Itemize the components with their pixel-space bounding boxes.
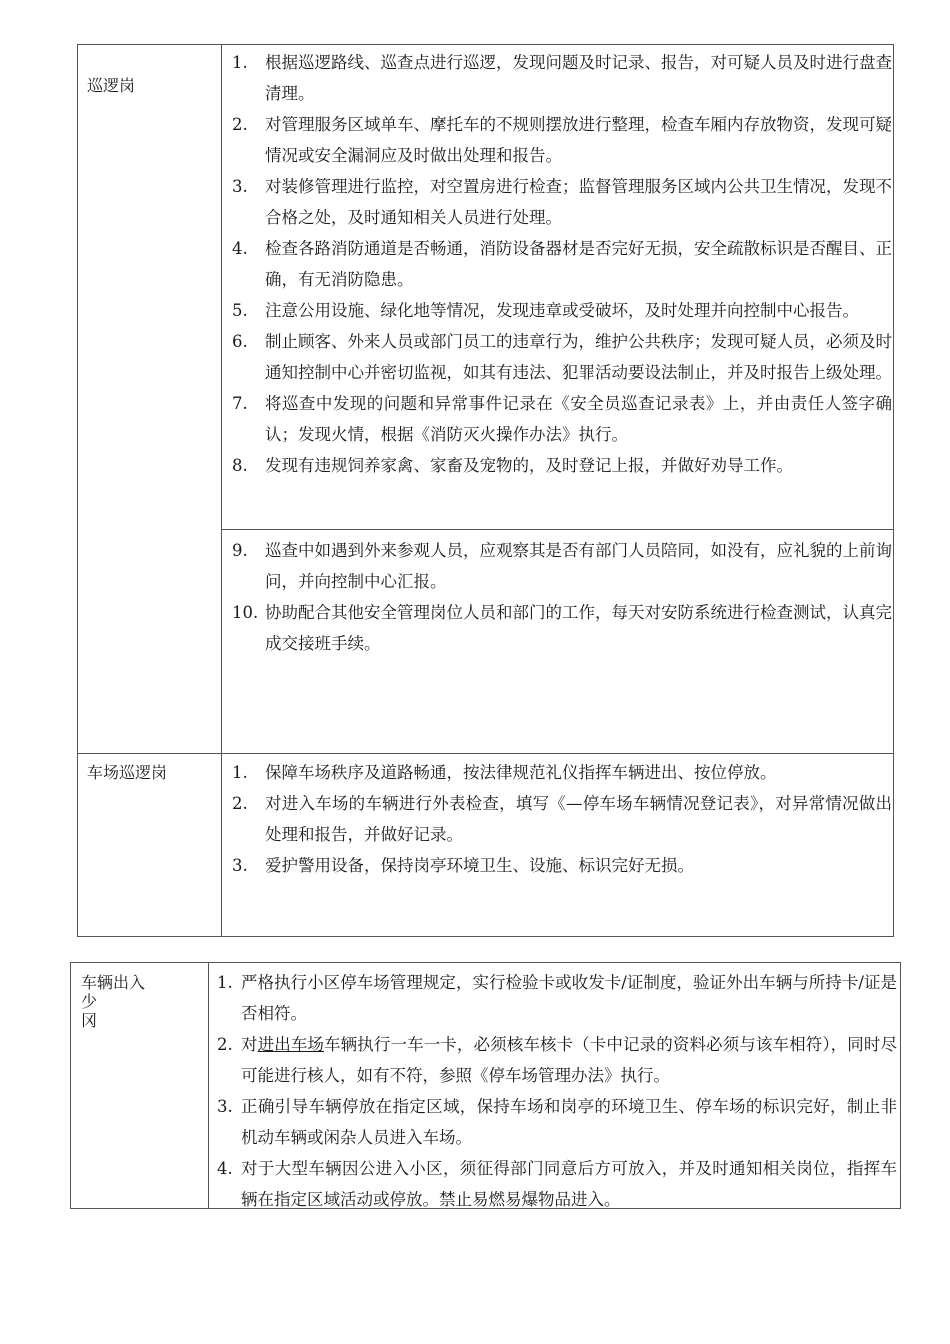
post-label-patrol: 巡逻岗 [87,76,136,95]
list-item: 1. 根据巡逻路线、巡查点进行巡逻，发现问题及时记录、报告，对可疑人员及时进行盘查清理。 [232,53,892,103]
inner-divider [221,529,893,530]
patrol-duties-part2 [232,535,892,659]
duty-table-1 [77,44,894,937]
patrol-duties-part1 [232,47,892,529]
row-divider [78,753,893,754]
list-item: 3. 爱护警用设备，保持岗亭环境卫生、设施、标识完好无损。 [232,856,694,875]
list-item: 10. 协助配合其他安全管理岗位人员和部门的工作，每天对安防系统进行检查测试，认真完成交接班手续。 [232,603,892,653]
list-item: 1. 保障车场秩序及道路畅通，按法律规范礼仪指挥车辆进出、按位停放。 [232,763,777,782]
list-item: 3. 正确引导车辆停放在指定区域，保持车场和岗亭的环境卫生、停车场的标识完好，制止非机动车辆或闲杂人员进入车场。 [217,1097,897,1147]
parking-patrol-duties [232,757,892,881]
underlined-text: 进出车场 [257,1035,325,1054]
post-label-parking-patrol: 车场巡逻岗 [87,763,168,782]
list-item: 8. 发现有违规饲养家禽、家畜及宠物的，及时登记上报，并做好劝导工作。 [232,456,793,475]
column-divider [221,45,222,936]
duty-table-2 [70,962,901,1209]
list-item: 4. 检查各路消防通道是否畅通，消防设备器材是否完好无损，安全疏散标识是否醒目、正确，有无消防隐患。 [232,239,892,289]
list-item: 6. 制止顾客、外来人员或部门员工的违章行为，维护公共秩序；发现可疑人员，必须及时通知控制中心并密切监视，如其有违法、犯罪活动要设法制止，并及时报告上级处理。 [232,332,892,382]
vehicle-entry-duties [217,967,897,1215]
list-item: 3. 对装修管理进行监控，对空置房进行检查；监督管理服务区域内公共卫生情况，发现不合格之处，及时通知相关人员进行处理。 [232,177,892,227]
list-item: 9. 巡查中如遇到外来参观人员，应观察其是否有部门人员陪同，如没有，应礼貌的上前询问，并向控制中心汇报。 [232,541,892,591]
list-item: 2. 对进入车场的车辆进行外表检查，填写《—停车场车辆情况登记表》，对异常情况做出处理和报告，并做好记录。 [232,794,892,844]
list-item: 2. 对管理服务区域单车、摩托车的不规则摆放进行整理，检查车厢内存放物资，发现可疑情况或安全漏洞应及时做出处理和报告。 [232,115,892,165]
list-item: 2. 对进出车场车辆执行一车一卡，必须核车核卡（卡中记录的资料必须与该车相符），同时尽可能进行核人，如有不符，参照《停车场管理办法》执行。 [217,1035,898,1085]
list-item: 4. 对于大型车辆因公进入小区，须征得部门同意后方可放入，并及时通知相关岗位，指挥车辆在指定区域活动或停放。禁止易燃易爆物品进入。 [217,1159,897,1209]
list-item: 1. 严格执行小区停车场管理规定，实行检验卡或收发卡/证制度，验证外出车辆与所持卡/证是否相符。 [217,973,897,1023]
list-item: 5. 注意公用设施、绿化地等情况，发现违章或受破坏，及时处理并向控制中心报告。 [232,301,859,320]
list-item: 7. 将巡查中发现的问题和异常事件记录在《安全员巡查记录表》上，并由责任人签字确认；发现火情，根据《消防灭火操作办法》执行。 [232,394,892,444]
column-divider [208,963,209,1208]
post-label-vehicle-entry: 车辆出入 少 冈 [81,973,146,1030]
